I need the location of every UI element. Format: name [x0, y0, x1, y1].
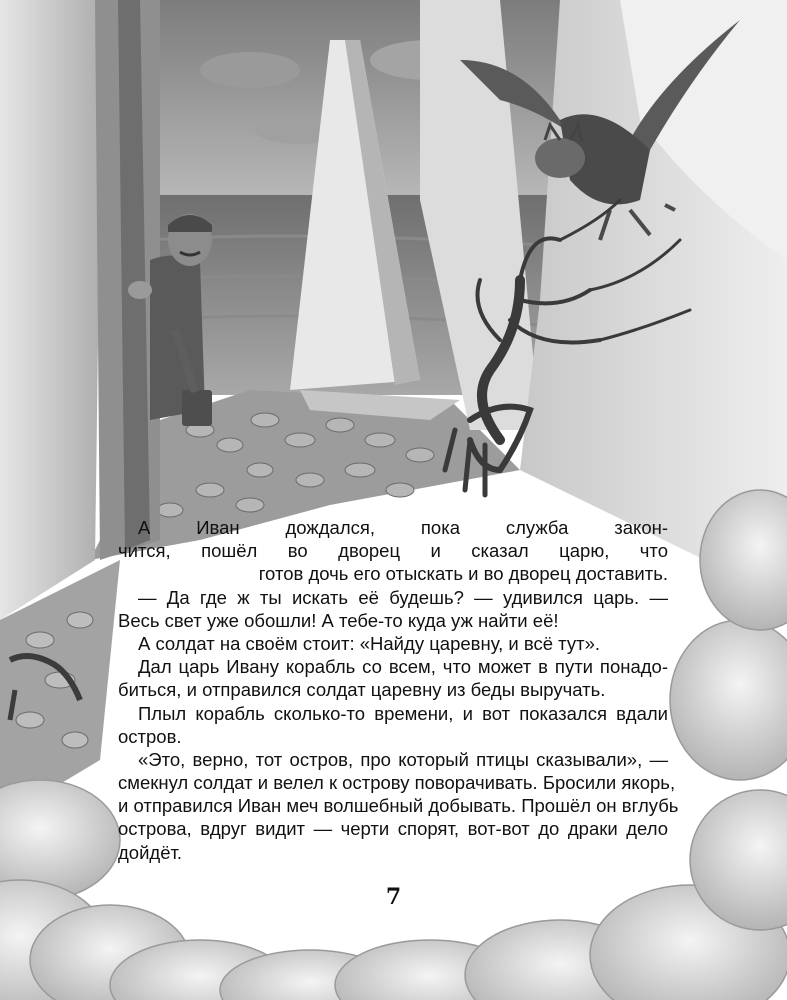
- paragraph-3: [118, 632, 668, 655]
- page-number: 7: [385, 884, 402, 910]
- text-line: А Иван дождался, пока служба закон-: [138, 517, 668, 538]
- text-line: А солдат на своём стоит: «Найду царевну, и всё тут».: [138, 632, 600, 654]
- text-line: и отправился Иван меч волшебный добывать. Прошёл он вглубь: [118, 795, 679, 817]
- paragraph-2: [118, 586, 668, 632]
- text-line: Дал царь Ивану корабль со всем, что может в пути понадо-: [138, 656, 668, 678]
- paragraph-4: [118, 655, 668, 701]
- text-line: готов дочь его отыскать и во дворец доставить.: [258, 563, 668, 585]
- text-line: острова, вдруг видит — черти спорят, вот-вот до драки дело: [118, 818, 668, 840]
- paragraph-6: [118, 748, 679, 864]
- text-line: чится, пошёл во дворец и сказал царю, что: [118, 540, 668, 562]
- text-line: Плыл корабль сколько-то времени, и вот показался вдали: [138, 702, 668, 724]
- text-line: остров.: [118, 725, 182, 747]
- text-line: Весь свет уже обошли! А тебе-то куда уж найти её!: [118, 609, 559, 631]
- text-line: — Да где ж ты искать её будешь? — удивился царь. —: [138, 586, 668, 608]
- paragraph-5: [118, 702, 668, 748]
- paragraph-1: [118, 516, 668, 586]
- text-line: дойдёт.: [118, 841, 183, 863]
- story-text: [118, 516, 679, 864]
- text-line: «Это, верно, тот остров, про который птицы сказывали», —: [138, 748, 668, 770]
- text-line: биться, и отправился солдат царевну из беды выручать.: [118, 679, 606, 701]
- text-line: смекнул солдат и велел к острову поворачивать. Бросили якорь,: [118, 772, 676, 794]
